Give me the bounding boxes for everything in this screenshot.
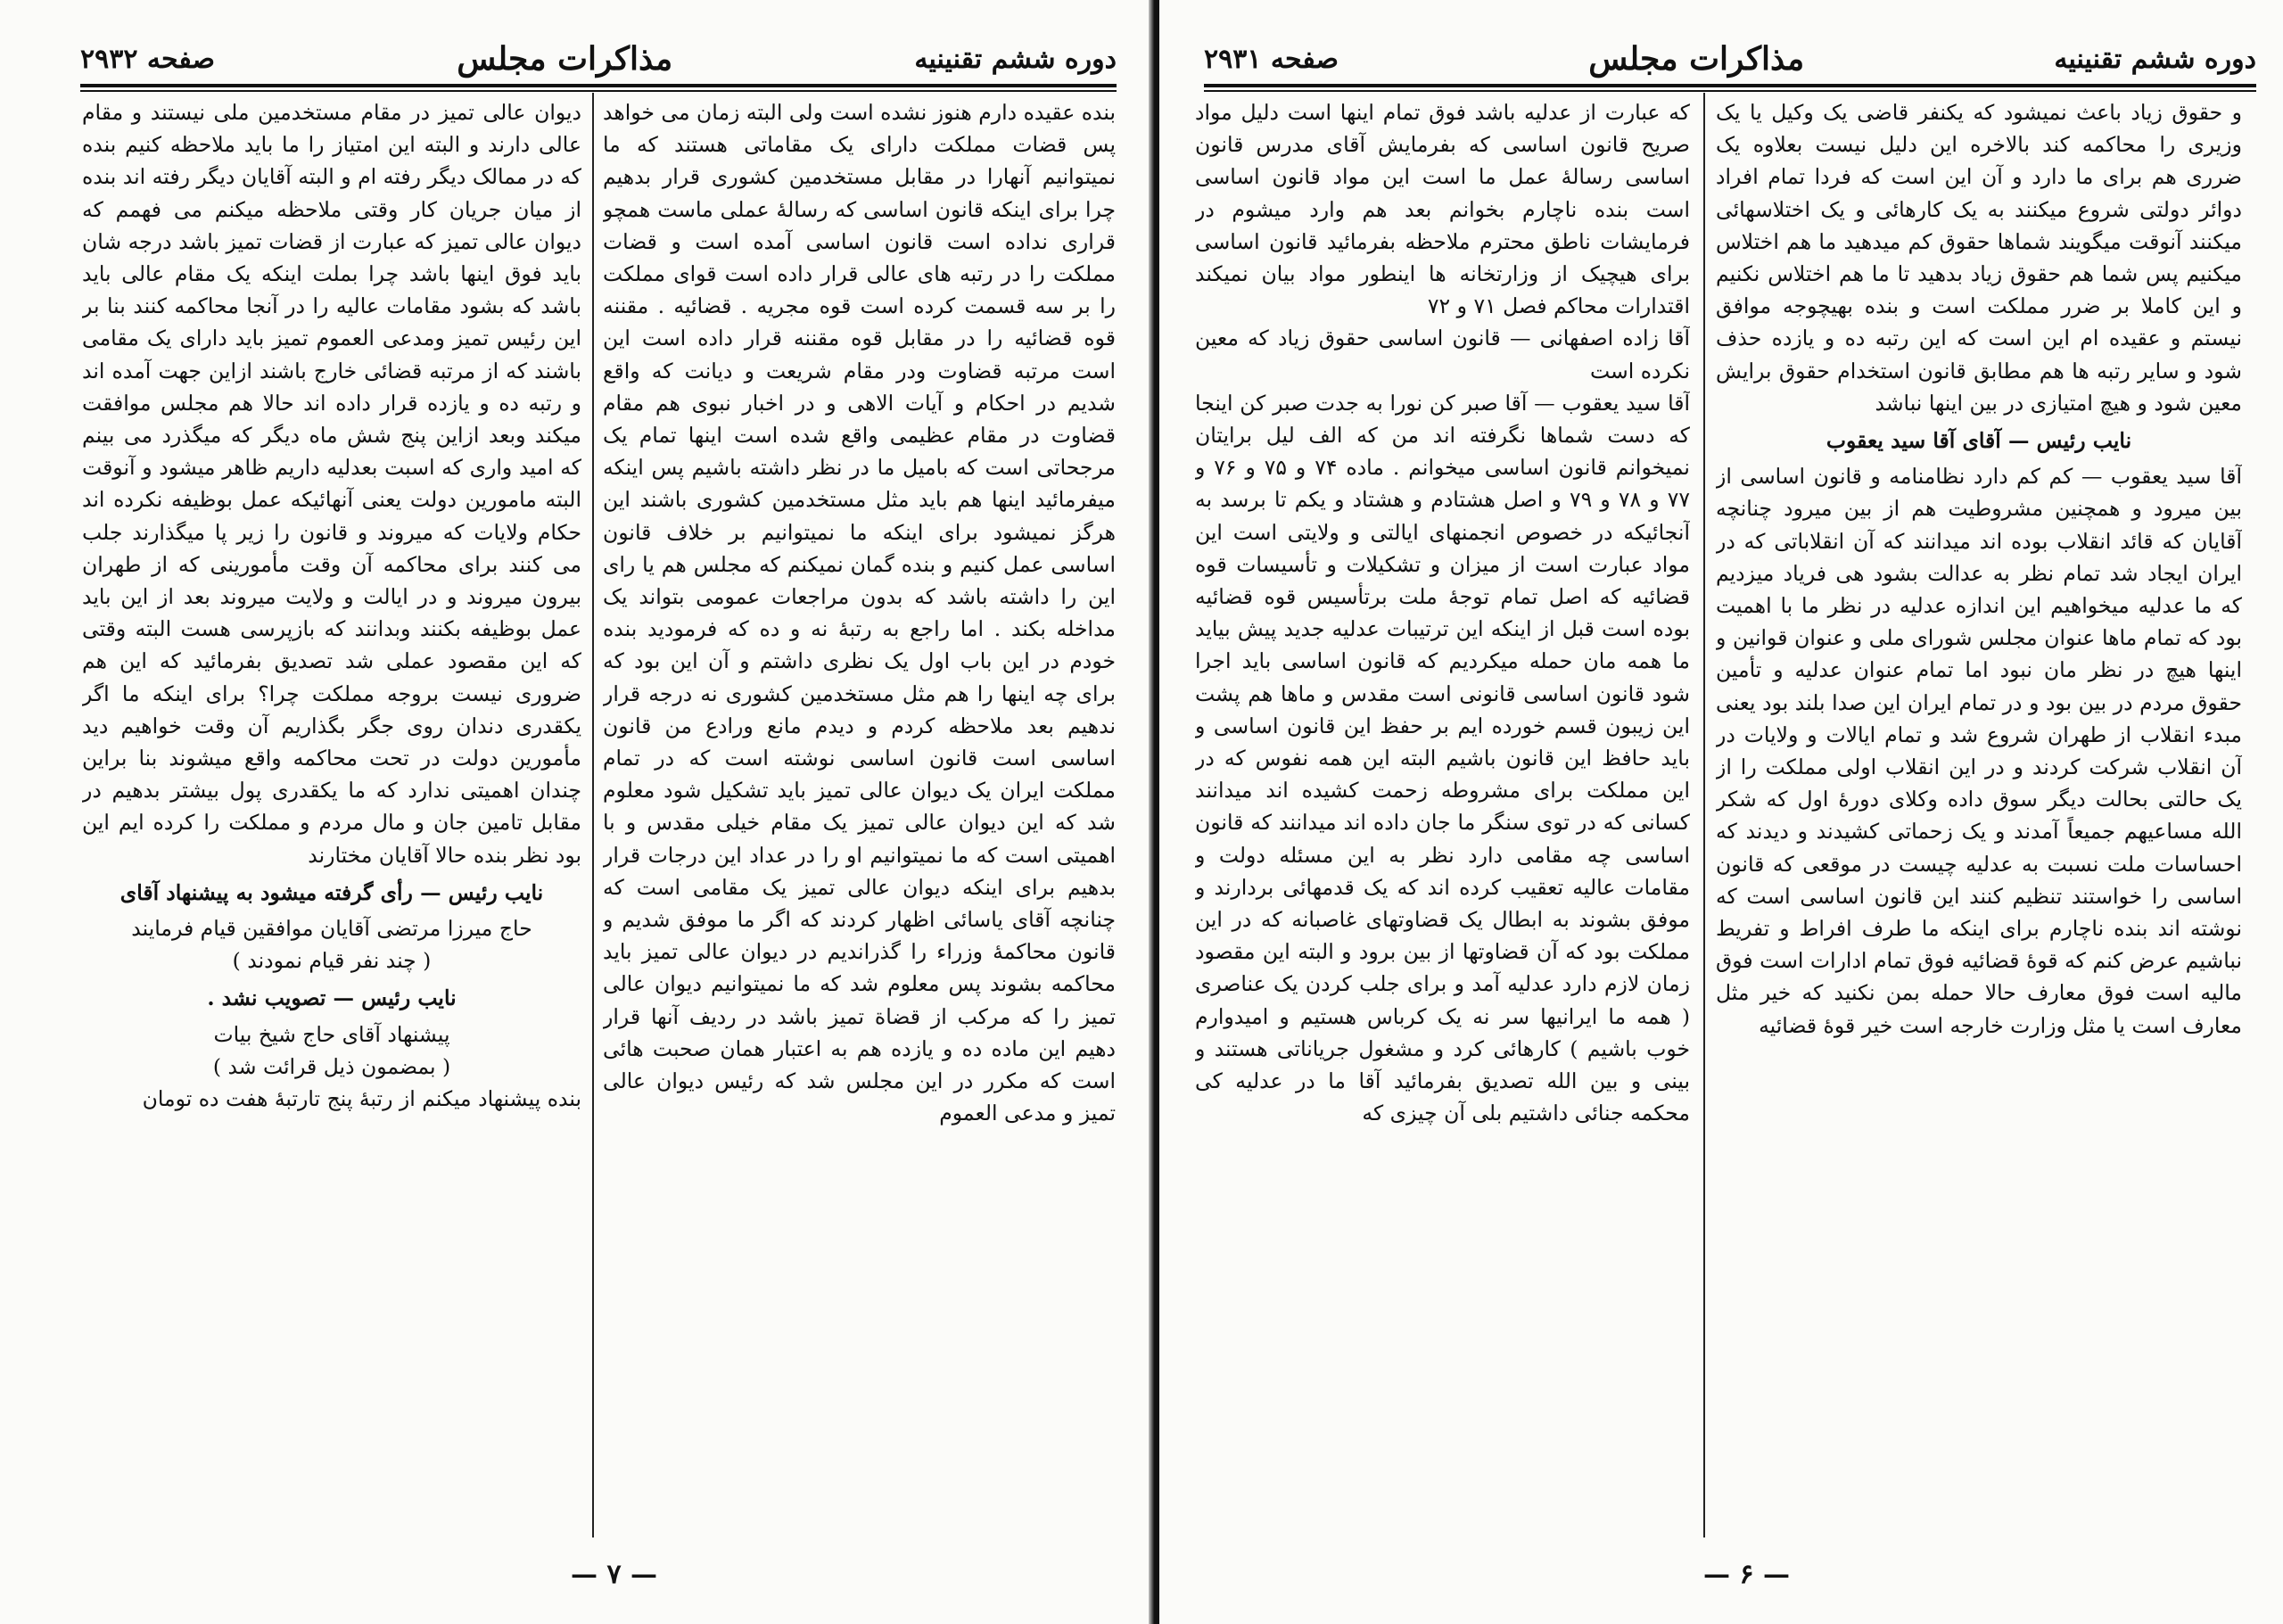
paragraph: آقا زاده اصفهانی — قانون اساسی حقوق زیاد که معین نکرده است (1195, 326, 1690, 383)
header-rule-thin (80, 90, 1117, 92)
right-page-number: صفحه ۲۹۳۱ (1204, 43, 1339, 75)
left-page-number: صفحه ۲۹۳۲ (80, 43, 215, 75)
right-page-title: مذاکرات مجلس (1588, 40, 1805, 78)
header-rule (80, 84, 1117, 87)
speaker-line: نایب رئیس — تصویب نشد . (207, 985, 457, 1011)
right-page-column-right (1716, 96, 2242, 1541)
right-session-label: دوره ششم تقنینیه (2054, 43, 2256, 75)
speaker-line: نایب رئیس — رأی گرفته میشود به پیشنهاد آقای (120, 879, 544, 905)
left-page-header (80, 36, 1117, 82)
left-page-proceedings (82, 877, 581, 1115)
column-separator (1703, 93, 1705, 1537)
speaker-line: نایب رئیس — آقای آقا سید یعقوب (1826, 428, 2132, 454)
right-page-footer: — ۶ — (1703, 1559, 1791, 1590)
left-page-title: مذاکرات مجلس (457, 40, 673, 78)
left-page-footer: — ۷ — (571, 1559, 658, 1590)
paragraph: دیوان عالی تمیز در مقام مستخدمین ملی نیستند و مقام عالی دارند و البته این امتیاز را ما باید ملاحظه کنیم بنده که در ممالک دیگر رفته ام و البته آقایان دیگر رفته اند بنده از میان جریان کار وقتی ملاحظه میکنم می فهمم که دیوان عالی تمیز که عبارت از قضات تمیز باشد درجه شان باید فوق اینها باشد چرا بملت اینکه یک مقام عالی باید باشد که بشود مقامات عالیه را در آنجا محاکمه کنند بنا بر این رئیس تمیز ومدعی العموم تمیز باید دارای یک مقامی باشند که از مرتبه قضائی خارج باشند ازاین جهت آمده اند و رتبه ده و یازده قرار داده اند حالا هم مجلس موافقت میکند وبعد ازاین پنج شش ماه دیگر که میگذرد می بینم که امید واری که اسبت بعدلیه داریم ظاهر میشود و آنوقت البته مامورین دولت یعنی آنهائیکه عمل بوظیفه نکرده اند حکام ولایات که میروند و قانون را زیر پا میگذارند جلب می کنند برای محاکمه آن وقت مأمورینی که از طهران بیرون میروند و در ایالت و ولایت میروند بعد از این باید عمل بوظیفه بکنند وبدانند که بازپرسی هست البته وقتی که این مقصود عملی شد تصدیق بفرمائید که این هم ضروری نیست بروجه مملکت چرا؟ برای اینکه ما اگر یکقدری دندان روی جگر بگذاریم آن وقت خواهیم دید مأمورین دولت در تحت محاکمه واقع میشوند بنا براین چندان اهمیتی ندارد که ما یکقدری پول بیشتر بدهیم در مقابل تامین جان و مال مردم و مملکت را کرده ایم این بود نظر بنده حالا آقایان مختارند (82, 100, 581, 868)
header-rule-thin (1204, 90, 2256, 92)
left-page-column-right (603, 96, 1116, 1541)
right-page (1159, 0, 2283, 1624)
procedural-note: ( بمضمون ذیل قرائت شد ) (212, 1053, 451, 1079)
paragraph: آقا سید یعقوب — آقا صبر کن نورا به جدت صبر کن اینجا که دست شماها نگرفته اند من که الف لیل برایتان نمیخوانم قانون اساسی میخوانم . ماده ۷۴ و ۷۵ و ۷۶ و ۷۷ و ۷۸ و ۷۹ و اصل هشتادم و هشتاد و یکم تا برسد به آنجائیکه در خصوص انجمنهای ایالتی و ولایتی است این مواد عبارت است از میزان و تشکیلات و تأسیسات قوه قضائیه که اصل تمام توجهٔ ملت برتأسیس قوه قضائیه بوده است قبل از اینکه این ترتیبات عدلیه جدید پیش بیاید ما همه مان حمله میکردیم که قانون اساسی باید اجرا شود قانون اساسی قانونی است مقدس و ماها هم پشت این زیبون قسم خورده ایم بر حفظ این قانون اساسی و باید حافظ این قانون باشیم البته این همه نفوس که در این مملکت برای مشروطه زحمت کشیده اند میدانند کسانی که در توی سنگر ما جان داده اند میدانند که قانون اساسی چه مقامی دارد نظر به این مسئله دولت و مقامات عالیه تعقیب کرده اند که یک قدمهائی بردارند و موفق بشوند به ابطال یک قضاوتهای غاصبانه که در این مملکت بود که آن قضاوتها از بین برود و البته این مقصود زمان لازم دارد عدلیه آمد و برای جلب کردن یک عناصری ( همه ما ایرانیها سر نه یک کرباس هستیم و امیدوارم خوب باشیم ) کارهائی کرد و مشغول جریاناتی هستند و بینی و بین الله تصدیق بفرمائید آقا ما در عدلیه کی محکمه جنائی داشتیم بلی آن چیزی که (1195, 390, 1690, 1126)
paragraph: و حقوق زیاد باعث نمیشود که یکنفر قاضی یک وکیل یا یک وزیری را محاکمه کند بالاخره این دلیل نیست بعلاوه یک ضرری هم برای ما دارد و آن این است که فردا تمام افراد دوائر دولتی شروع میکنند به یک کارهائی و یک اختلاسهائی میکنند آنوقت میگویند شماها حقوق کم میدهید ما هم اختلاس میکنیم پس شما هم حقوق زیاد بدهید تا ما هم اختلاس نکنیم و این کاملا بر ضرر مملکت است و بنده بهیچوجه موافق نیستم و عقیده ام این است که این رتبه ده و یازده حذف شود و سایر رتبه ها هم مطابق قانون استخدام حقوق برایش معین شود و هیچ امتیازی در بین اینها نباشد (1716, 100, 2242, 416)
procedural-note: ( چند نفر قیام نمودند ) (232, 948, 432, 974)
paragraph: آقا سید یعقوب — کم کم دارد نظامنامه و قانون اساسی از بین میرود و همچنین مشروطیت هم از بین میرود چنانچه آقایان که قائد انقلاب بوده اند میدانند که آن انقلاباتی که در ایران ایجاد شد تمام نظر به عدالت بشود هی فریاد میزدیم که ما عدلیه میخواهیم این اندازه عدلیه در نظر ما با اهمیت بود که تمام ماها عنوان مجلس شورای ملی و عنوان قوانین و اینها هیچ در نظر مان نبود اما تمام عنوان عدلیه و تأمین حقوق مردم در بین بود و در تمام ایران این صدا بلند بود یعنی مبدء انقلاب از طهران شروع شد و تمام ایالات و ولایات در آن انقلاب شرکت کردند و در این انقلاب اولی مملکت را از یک حالتی بحالت دیگر سوق داده وکلای دورهٔ اول که شکر الله مساعیهم جمیعاً آمدند و یک زحماتی کشیدند و دیدند که احساسات ملت نسبت به عدلیه چیست در موقعی که قانون اساسی را خواستند تنظیم کنند این قانون اساسی است که نوشته اند بنده ناچارم برای اینکه ما طرف افراط و تفریط نباشیم عرض کنم که قوهٔ قضائیه فوق تمام ادارات است فوق مالیه است فوق معارف حالا حمله بمن نکنید که خیر مثل معارف است یا مثل وزارت خارجه است خیر قوهٔ قضائیه (1716, 464, 2242, 1038)
left-session-label: دوره ششم تقنینیه (914, 43, 1117, 75)
paragraph: بنده پیشنهاد میکنم از رتبهٔ پنج تارتبهٔ هفت ده تومان (142, 1086, 581, 1112)
paragraph: که عبارت از عدلیه باشد فوق تمام اینها است دلیل مواد صریح قانون اساسی که بفرمایش آقای مدرس قانون اساسی رسالهٔ عمل ما است این مواد قانون اساسی است بنده ناچارم بخوانم بعد هم وارد میشوم در فرمایشات ناطق محترم ملاحظه بفرمائید قانون اساسی برای هیچیک از وزارتخانه ها اینطور مواد بیان نمیکند اقتدارات محاکم فصل ۷۱ و ۷۲ (1195, 100, 1690, 319)
paragraph: بنده عقیده دارم هنوز نشده است ولی البته زمان می خواهد پس قضات مملکت دارای یک مقاماتی هستند که ما نمیتوانیم آنهارا در مقابل مستخدمین کشوری قرار بدهیم چرا برای اینکه قانون اساسی که رسالهٔ عملی ماست همچو قراری نداده است قانون اساسی آمده است و قضات مملکت را در رتبه های عالی قرار داده است قوای مملکت را بر سه قسمت کرده است قوه مجریه . قضائیه . مقننه قوه قضائیه را در مقابل قوه مقننه قرار داده است این است مرتبه قضاوت ودر مقام شریعت و دیانت که واقع شدیم در احکام و آیات الاهی و در اخبار نبوی هم مقام قضاوت در مقام عظیمی واقع شده است اینها تمام یک مرجحاتی است که بامیل ما در نظر داشته باشیم پس اینکه میفرمائید اینها هم باید مثل مستخدمین کشوری باشند این هرگز نمیشود برای اینکه ما نمیتوانیم بر خلاف قانون اساسی عمل کنیم و بنده گمان نمیکنم که مجلس هم یا رای این را داشته باشد که بدون مراجعات عمومی بتواند یک مداخله بکند . اما راجع به رتبهٔ نه و ده که فرمودید بنده خودم در این باب اول یک نظری داشتم و آن این بود که برای چه اینها را هم مثل مستخدمین کشوری نه درجه قرار ندهیم بعد ملاحظه کردم و دیدم مانع ورادع من قانون اساسی است قانون اساسی نوشته است که در تمام مملکت ایران یک دیوان عالی تمیز باید تشکیل شود معلوم شد که این دیوان عالی تمیز یک مقام خیلی مقدس و با اهمیتی است که ما نمیتوانیم او را در عداد این درجات قرار بدهیم برای اینکه دیوان عالی تمیز یک مقامی است که چنانچه آقای یاسائی اظهار کردند که اگر ما موفق شدیم و قانون محاکمهٔ وزراء را گذراندیم در دیوان عالی تمیز باید محاکمه بشوند پس معلوم شد که ما نمیتوانیم دیوان عالی تمیز را که مرکب از قضاة تمیز باشد در ردیف آنها قرار دهیم این ماده ده و یازده هم به اعتبار همان صحبت هائی است که مکرر در این مجلس شد که رئیس دیوان عالی تمیز و مدعی العموم (603, 100, 1116, 1126)
header-rule (1204, 84, 2256, 87)
right-page-header (1204, 36, 2256, 82)
column-separator (592, 93, 594, 1537)
procedural-note: حاج میرزا مرتضی آقایان موافقین قیام فرمایند (131, 916, 532, 942)
procedural-note: پیشنهاد آقای حاج شیخ بیات (213, 1021, 450, 1047)
left-page-column-left (82, 96, 581, 1541)
right-page-column-left (1195, 96, 1690, 1541)
